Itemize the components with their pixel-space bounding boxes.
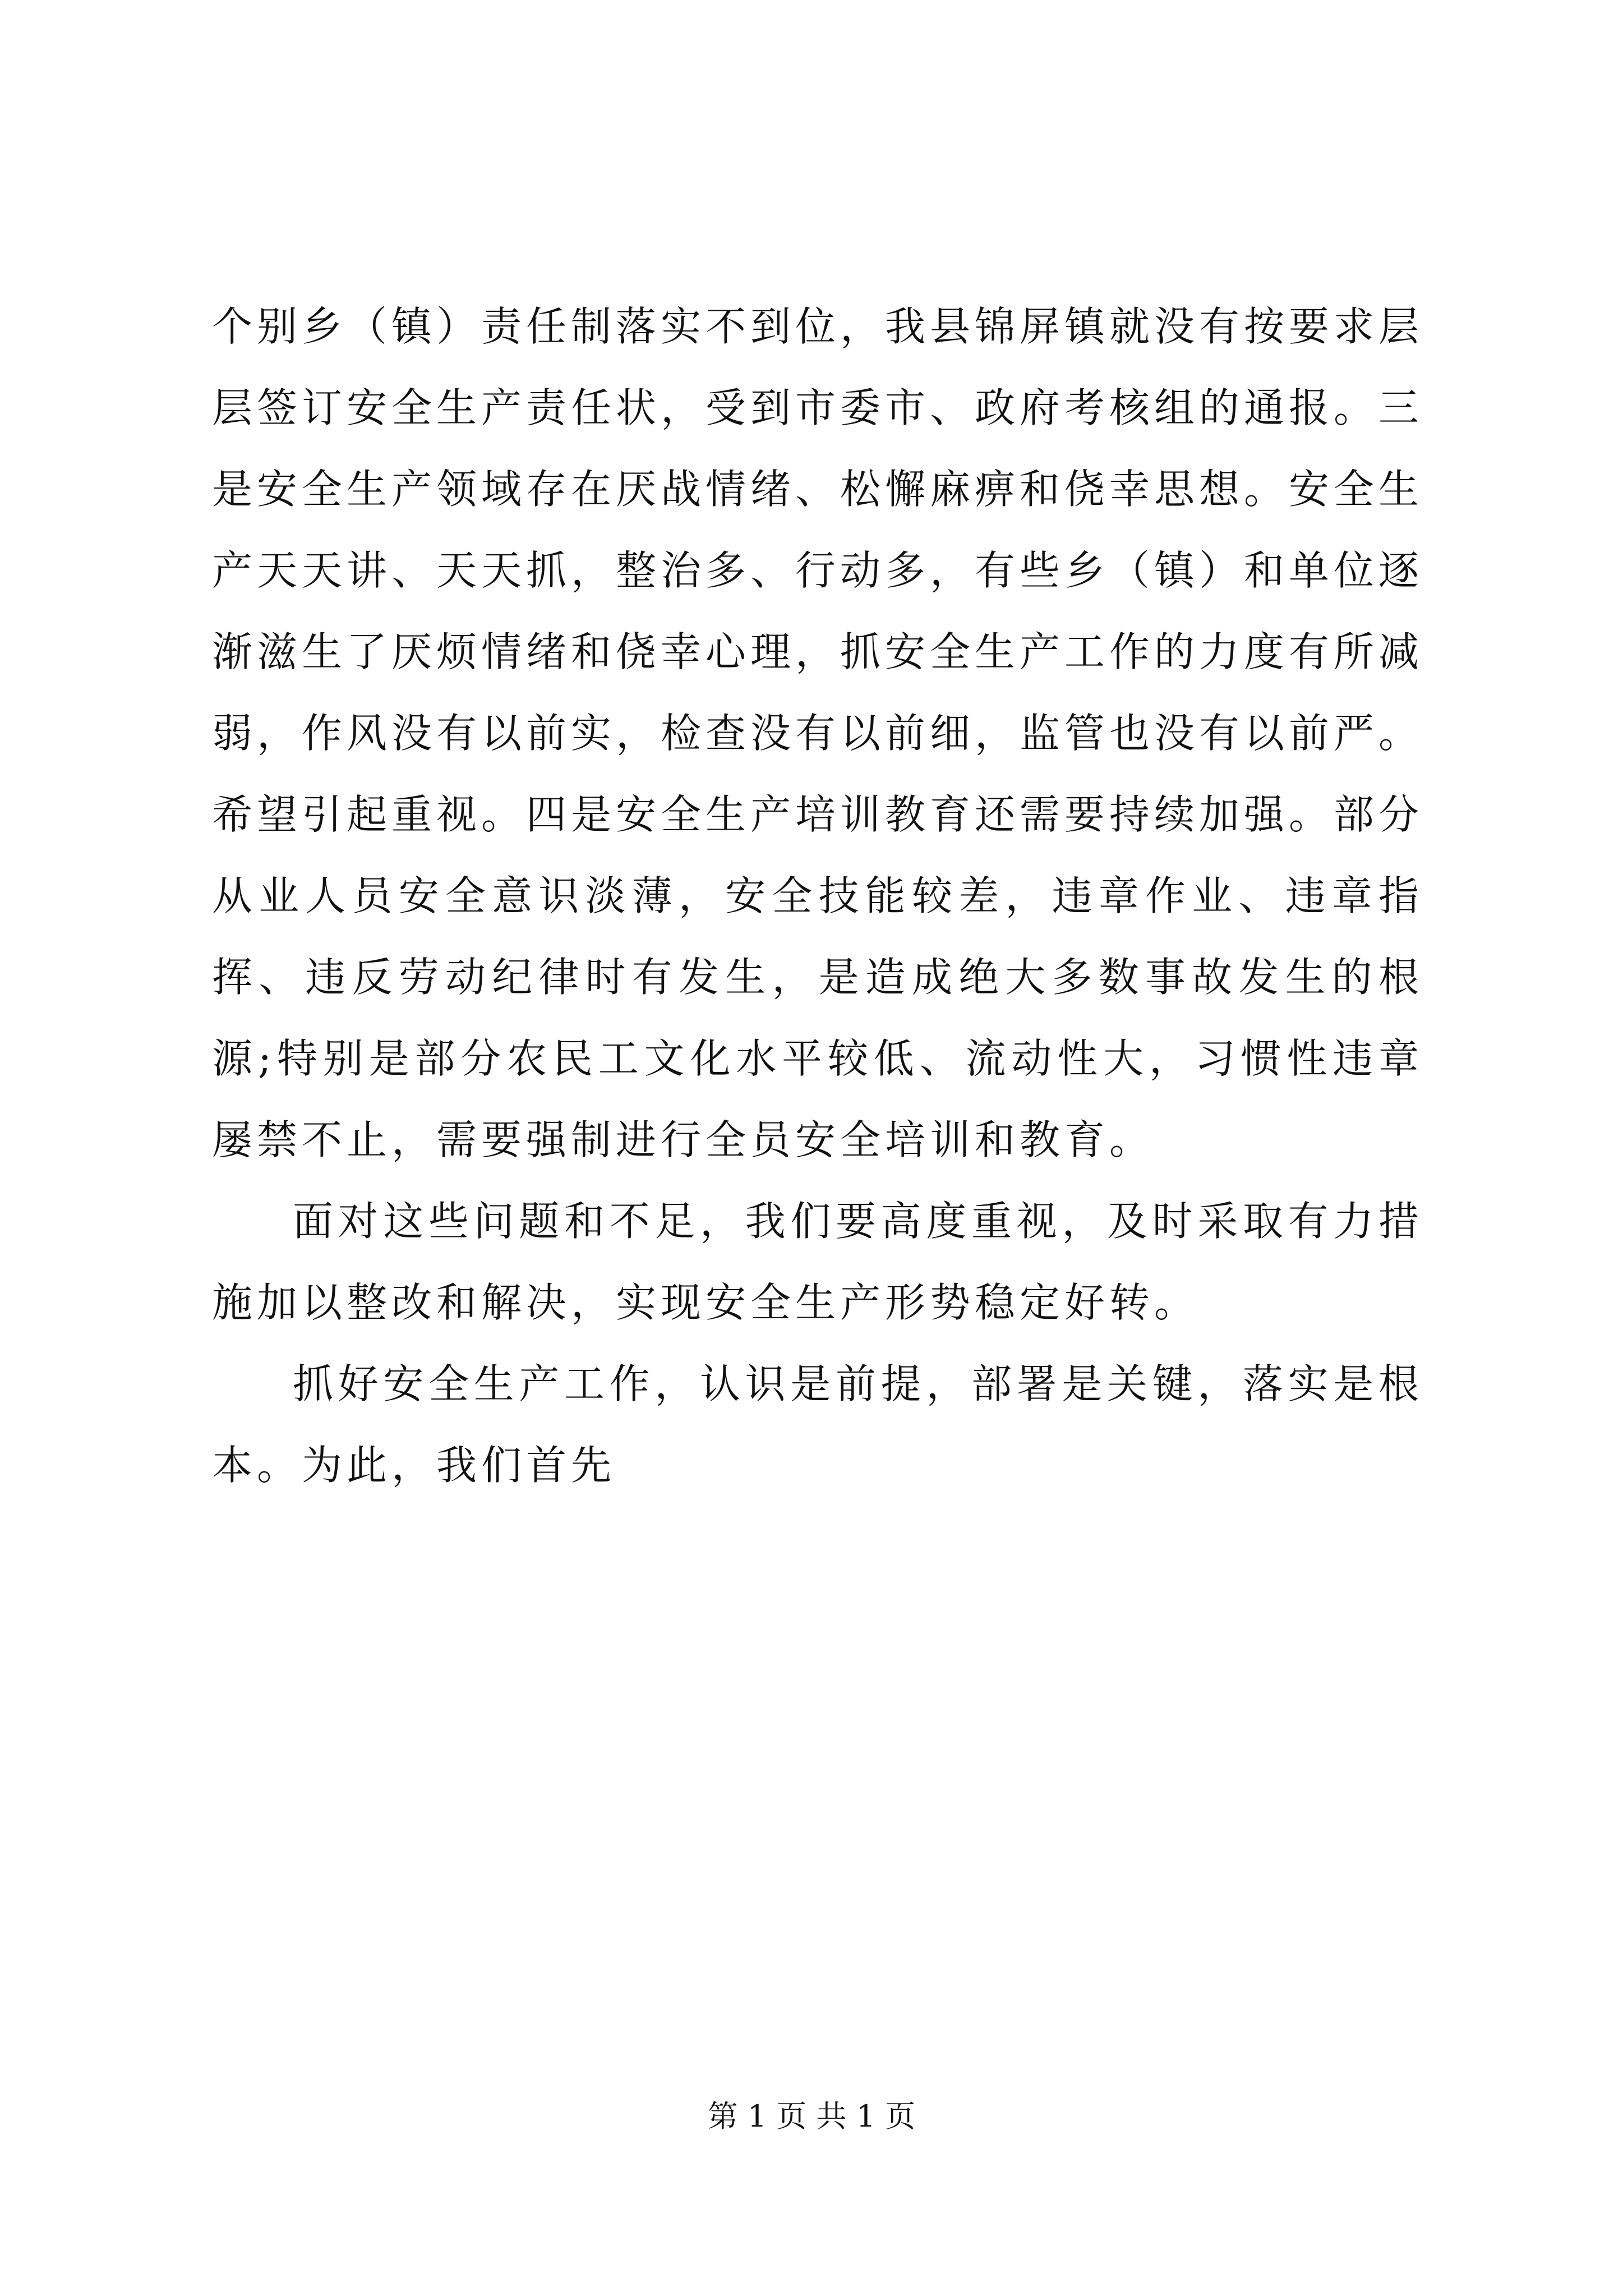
- document-body: [212, 286, 1423, 1506]
- paragraph: 抓好安全生产工作，认识是前提，部署是关键，落实是根本。为此，我们首先: [212, 1360, 1423, 1489]
- paragraph: 面对这些问题和不足，我们要高度重视，及时采取有力措施加以整改和解决，实现安全生产形势稳定好转。: [212, 1198, 1423, 1326]
- paragraph-continued: 个别乡（镇）责任制落实不到位，我县锦屏镇就没有按要求层层签订安全生产责任状，受到市委市、政府考核组的通报。三是安全生产领域存在厌战情绪、松懈麻痹和侥幸思想。安全生产天天讲、天天抓，整治多、行动多，有些乡（镇）和单位逐渐滋生了厌烦情绪和侥幸心理，抓安全生产工作的力度有所减弱，作风没有以前实，检查没有以前细，监管也没有以前严。希望引起重视。四是安全生产培训教育还需要持续加强。部分从业人员安全意识淡薄，安全技能较差，违章作业、违章指挥、违反劳动纪律时有发生，是造成绝大多数事故发生的根源;特别是部分农民工文化水平较低、流动性大，习惯性违章屡禁不止，需要强制进行全员安全培训和教育。: [212, 303, 1424, 1163]
- page-footer: 第 1 页 共 1 页: [707, 2099, 916, 2134]
